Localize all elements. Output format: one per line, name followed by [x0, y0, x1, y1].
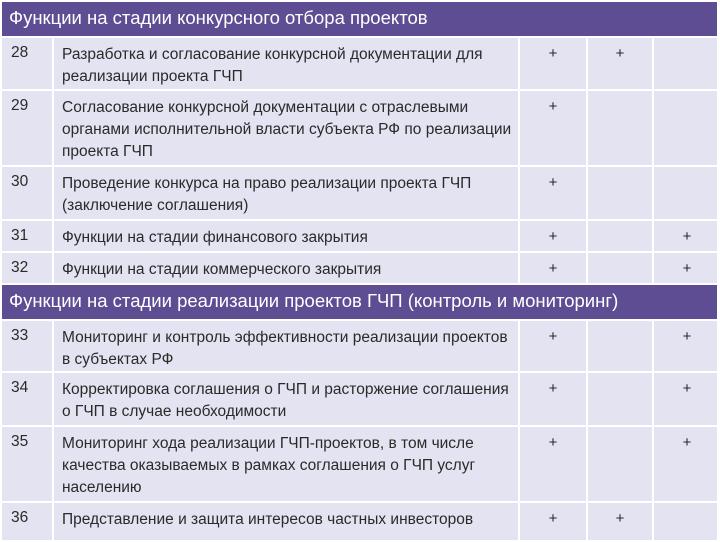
row-description: Представление и защита интересов частных инвесторов	[53, 502, 519, 541]
table-row	[1, 37, 720, 90]
table-row	[1, 372, 720, 426]
mark-col-1: +	[519, 502, 587, 541]
row-number: 31	[1, 220, 53, 252]
mark-col-2	[587, 320, 653, 372]
row-number: 34	[1, 372, 53, 426]
mark-col-1: +	[519, 426, 587, 502]
table-row	[1, 90, 720, 166]
row-description: Мониторинг хода реализации ГЧП-проектов, в том числе качества оказываемых в рамках соглашения о ГЧП услуг населению	[53, 426, 519, 502]
table-row	[1, 320, 720, 372]
row-number: 33	[1, 320, 53, 372]
row-description: Корректировка соглашения о ГЧП и расторжение соглашения о ГЧП в случае необходимости	[53, 372, 519, 426]
row-description: Проведение конкурса на право реализации проекта ГЧП (заключение соглашения)	[53, 166, 519, 220]
mark-col-2: +	[587, 502, 653, 541]
mark-col-3	[653, 37, 720, 90]
table-row	[1, 252, 720, 284]
mark-col-1: +	[519, 252, 587, 284]
mark-col-2	[587, 372, 653, 426]
section-header-competitive-selection	[1, 1, 720, 37]
table-row	[1, 426, 720, 502]
table-row	[1, 502, 720, 541]
table-row	[1, 220, 720, 252]
row-description: Согласование конкурсной документации с отраслевыми органами исполнительной власти субъекта РФ по реализации проекта ГЧП	[53, 90, 519, 166]
mark-col-3: +	[653, 252, 720, 284]
mark-col-2	[587, 426, 653, 502]
mark-col-2	[587, 166, 653, 220]
row-number: 36	[1, 502, 53, 541]
mark-col-1: +	[519, 166, 587, 220]
mark-col-1: +	[519, 220, 587, 252]
mark-col-1: +	[519, 90, 587, 166]
mark-col-3	[653, 90, 720, 166]
row-number: 30	[1, 166, 53, 220]
section-title: Функции на стадии реализации проектов ГЧП (контроль и мониторинг)	[1, 284, 720, 320]
section-title: Функции на стадии конкурсного отбора проектов	[1, 1, 720, 37]
row-number: 28	[1, 37, 53, 90]
mark-col-3: +	[653, 220, 720, 252]
section-header-implementation	[1, 284, 720, 320]
mark-col-3	[653, 166, 720, 220]
mark-col-1: +	[519, 372, 587, 426]
mark-col-3	[653, 502, 720, 541]
mark-col-2	[587, 90, 653, 166]
mark-col-3: +	[653, 426, 720, 502]
mark-col-1: +	[519, 320, 587, 372]
row-number: 32	[1, 252, 53, 284]
mark-col-3: +	[653, 372, 720, 426]
row-description: Функции на стадии коммерческого закрытия	[53, 252, 519, 284]
row-number: 35	[1, 426, 53, 502]
mark-col-2	[587, 220, 653, 252]
row-description: Функции на стадии финансового закрытия	[53, 220, 519, 252]
mark-col-2	[587, 252, 653, 284]
row-description: Разработка и согласование конкурсной документации для реализации проекта ГЧП	[53, 37, 519, 90]
row-number: 29	[1, 90, 53, 166]
table-row	[1, 166, 720, 220]
mark-col-1: +	[519, 37, 587, 90]
mark-col-2: +	[587, 37, 653, 90]
mark-col-3: +	[653, 320, 720, 372]
row-description: Мониторинг и контроль эффективности реализации проектов в субъектах РФ	[53, 320, 519, 372]
